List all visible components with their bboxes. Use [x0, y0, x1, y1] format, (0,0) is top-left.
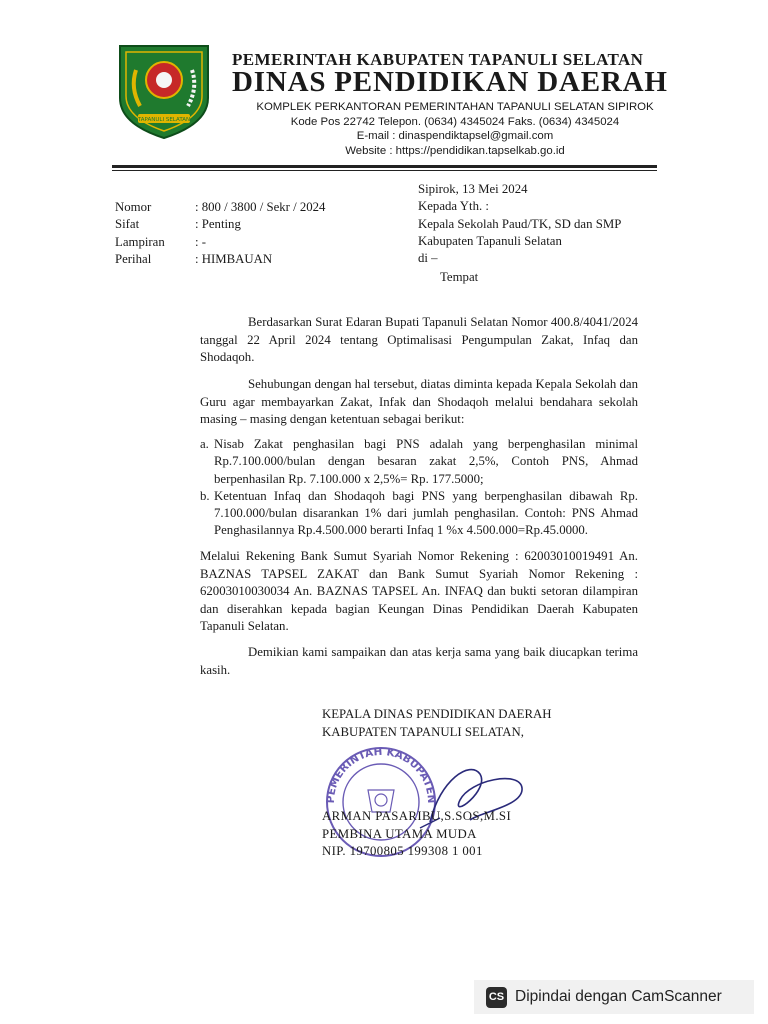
logo-banner-text: TAPANULI SELATAN: [137, 117, 191, 123]
recipient-region: Kabupaten Tapanuli Selatan: [418, 233, 562, 248]
meta-label: Sifat: [115, 217, 140, 232]
meta-lampiran: [115, 234, 325, 251]
letterhead-divider-thin: [112, 170, 657, 171]
letterhead-contact: [240, 100, 670, 158]
meta-value: : 800 / 3800 / Sekr / 2024: [195, 200, 326, 214]
meta-value: : Penting: [195, 217, 241, 232]
agency-phone: Kode Pos 22742 Telepon. (0634) 4345024 Faks. (0634) 4345024: [290, 115, 620, 128]
paragraph-request: Sehubungan dengan hal tersebut, diatas diminta kepada Kepala Sekolah dan Guru agar membayarkan Zakat, Infak dan Shodaqoh melalui bendahara sekolah masing – masing dengan ketentuan sebagai berikut:: [200, 377, 638, 426]
meta-value: : HIMBAUAN: [195, 251, 273, 266]
agency-website: Website : https://pendidikan.tapselkab.go.id: [345, 144, 565, 157]
letter-destination: [418, 181, 621, 287]
meta-label: Lampiran: [115, 234, 165, 249]
letter-meta: [115, 199, 325, 268]
paragraph-closing: Demikian kami sampaikan dan atas kerja sama yang baik diucapkan terima kasih.: [200, 645, 638, 677]
list-marker: a.: [200, 437, 209, 451]
camscanner-label: Dipindai dengan CamScanner: [515, 988, 722, 1005]
agency-address: KOMPLEK PERKANTORAN PEMERINTAHAN TAPANULI SELATAN SIPIROK: [256, 101, 654, 113]
meta-sifat: [115, 216, 325, 233]
provisions-list: [200, 436, 638, 540]
agency-name: DINAS PENDIDIKAN DAERAH: [232, 66, 668, 98]
signatory-name: ARMAN PASARIBU,S.SOS,M.SI: [322, 809, 512, 823]
place-date: Sipirok, 13 Mei 2024: [418, 182, 528, 196]
signatory-nip: NIP. 19700805 199308 1 001: [322, 844, 483, 858]
addressee-greeting: Kepada Yth. :: [418, 199, 489, 214]
meta-value: : -: [195, 234, 207, 249]
stamp-text: PEMERINTAH KABUPATEN: [324, 745, 438, 804]
signatory-details: [322, 808, 511, 861]
regency-logo: [112, 40, 216, 140]
position-line-1: KEPALA DINAS PENDIDIKAN DAERAH: [322, 707, 552, 721]
camscanner-watermark: [474, 980, 754, 1014]
agency-email: E-mail : dinaspendiktapsel@gmail.com: [356, 130, 554, 142]
government-name: PEMERINTAH KABUPATEN TAPANULI SELATAN: [232, 50, 644, 69]
list-item-text: Nisab Zakat penghasilan bagi PNS adalah yang berpenghasilan minimal Rp.7.100.000/bulan dengan besaran zakat 2,5%, Contoh PNS, Ahmad berpenhasilan Rp. 7.100.000 x 2,5%= Rp. 177.5000;: [214, 437, 638, 486]
signatory-position: [322, 706, 552, 741]
di-label: di –: [418, 251, 438, 266]
paragraph-reference: Berdasarkan Surat Edaran Bupati Tapanuli Selatan Nomor 400.8/4041/2024 tanggal 22 April 2024 tentang Optimalisasi Pengumpulan Zakat, Infaq dan Shodaqoh.: [200, 315, 638, 364]
meta-label: Nomor: [115, 200, 152, 214]
tempat-label: Tempat: [440, 270, 479, 285]
meta-nomor: [115, 199, 325, 216]
letterhead-divider-thick: [112, 165, 657, 168]
list-item-text: Ketentuan Infaq dan Shodaqoh bagi PNS yang berpenghasilan dibawah Rp. 7.100.000/bulan disarankan 1% dari jumlah penghasilan. Contoh: PNS Ahmad Penghasilannya Rp.4.500.000 berarti Infaq 1 %x 4.500.000=Rp.45.0000.: [214, 488, 638, 538]
meta-perihal: [115, 251, 325, 268]
camscanner-logo-icon: CS: [486, 987, 507, 1008]
meta-label: Perihal: [115, 251, 152, 266]
signatory-rank: PEMBINA UTAMA MUDA: [322, 826, 477, 841]
list-item: [200, 436, 638, 488]
list-item: [200, 488, 638, 540]
position-line-2: KABUPATEN TAPANULI SELATAN,: [322, 724, 524, 739]
recipient: Kepala Sekolah Paud/TK, SD dan SMP: [418, 216, 622, 231]
paragraph-bank-accounts: Melalui Rekening Bank Sumut Syariah Nomor Rekening : 62003010019491 An. BAZNAS TAPSEL ZAKAT dan Bank Sumut Syariah Nomor Rekening : 62003010030034 An. BAZNAS TAPSEL An. INFAQ dan bukti setoran dilampiran dan diserahkan kepada bagian Keungan Dinas Pendidikan Daerah Kabupaten Tapanuli Selatan.: [200, 549, 638, 633]
list-marker: b.: [200, 488, 210, 503]
